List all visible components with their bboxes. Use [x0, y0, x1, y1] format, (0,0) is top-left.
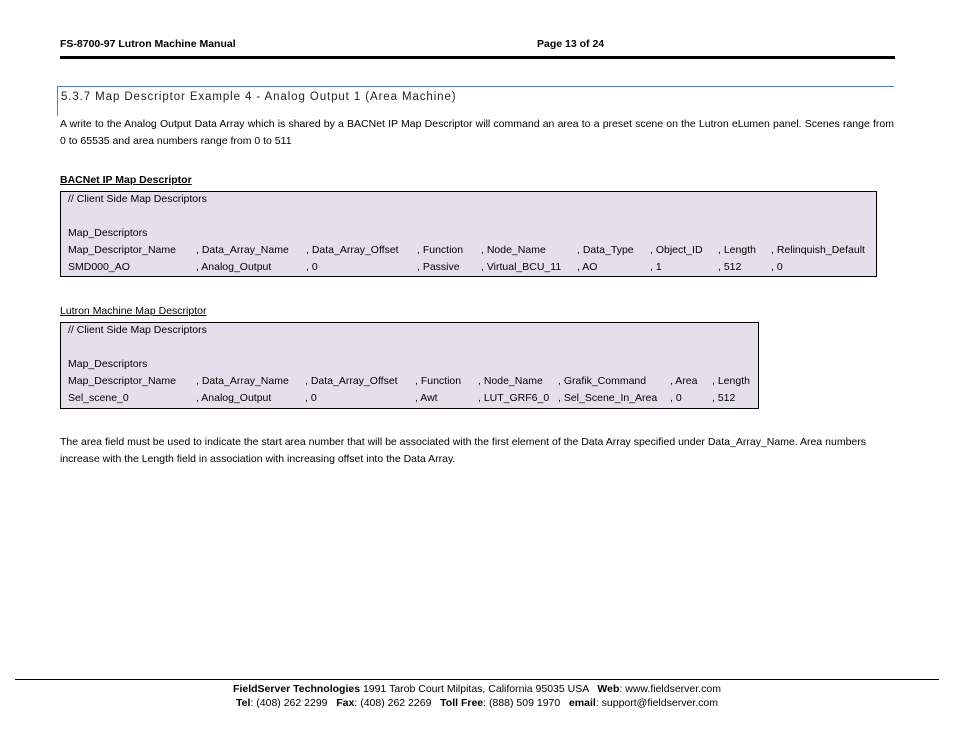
- bacnet-value-cell: , AO: [577, 261, 598, 273]
- footer-tel-label: Tel: [236, 697, 251, 709]
- footer-tollfree-label: Toll Free: [440, 697, 484, 709]
- lutron-comment: // Client Side Map Descriptors: [68, 324, 207, 336]
- bacnet-value-cell: , 0: [306, 261, 318, 273]
- bacnet-value-cell: , 0: [771, 261, 783, 273]
- bacnet-header-cell: , Data_Array_Name: [196, 244, 289, 256]
- page-number: Page 13 of 24: [537, 38, 605, 50]
- bacnet-value-cell: , Virtual_BCU_11: [481, 261, 562, 273]
- bacnet-value-cell: , 1: [650, 261, 662, 273]
- footer-email-link[interactable]: : support@fieldserver.com: [595, 697, 718, 709]
- lutron-header-cell: , Length: [712, 375, 750, 387]
- lutron-header-cell: Map_Descriptor_Name: [68, 375, 176, 387]
- footer-web-link[interactable]: : www.fieldserver.com: [619, 683, 721, 695]
- section-heading: [57, 86, 894, 116]
- lutron-header-cell: , Function: [415, 375, 462, 387]
- bacnet-value-cell: , Analog_Output: [196, 261, 272, 273]
- bacnet-config-box: [60, 191, 877, 277]
- lutron-value-cell: Sel_scene_0: [68, 392, 129, 404]
- lutron-header-cell: , Area: [670, 375, 698, 387]
- lutron-value-cell: , 0: [305, 392, 317, 404]
- bacnet-header-cell: , Data_Array_Offset: [306, 244, 399, 256]
- lutron-header-cell: , Node_Name: [478, 375, 543, 387]
- footer-address: 1991 Tarob Court Milpitas, California 95035 USA: [360, 683, 598, 695]
- footer-divider: [15, 679, 939, 680]
- bacnet-comment: // Client Side Map Descriptors: [68, 193, 207, 205]
- lutron-value-cell: , Sel_Scene_In_Area: [558, 392, 658, 404]
- bacnet-caption: BACNet IP Map Descriptor: [60, 174, 192, 186]
- bacnet-header-cell: , Length: [718, 244, 756, 256]
- footer-web-label: Web: [597, 683, 620, 695]
- bacnet-header-cell: , Data_Type: [577, 244, 634, 256]
- footer-company: FieldServer Technologies: [233, 683, 361, 695]
- bacnet-header-cell: Map_Descriptor_Name: [68, 244, 176, 256]
- footer-line-1: [0, 683, 954, 695]
- lutron-header-cell: , Data_Array_Offset: [305, 375, 398, 387]
- lutron-value-cell: , Awt: [415, 392, 438, 404]
- bacnet-header-cell: , Object_ID: [650, 244, 703, 256]
- bacnet-value-cell: SMD000_AO: [68, 261, 130, 273]
- lutron-section-name: Map_Descriptors: [68, 358, 148, 370]
- lutron-config-box: [60, 322, 759, 409]
- bacnet-header-cell: , Node_Name: [481, 244, 546, 256]
- document-title: FS-8700-97 Lutron Machine Manual: [60, 38, 236, 50]
- bacnet-value-cell: , Passive: [417, 261, 460, 273]
- footer-fax-label: Fax: [336, 697, 355, 709]
- footer-tel: : (408) 262 2299: [250, 697, 337, 709]
- lutron-value-cell: , 512: [712, 392, 736, 404]
- header-divider: [60, 56, 895, 59]
- footer-fax: : (408) 262 2269: [354, 697, 441, 709]
- bacnet-header-cell: , Relinquish_Default: [771, 244, 865, 256]
- section-heading-text: 5.3.7 Map Descriptor Example 4 - Analog Output 1 (Area Machine): [61, 91, 457, 103]
- bacnet-header-cell: , Function: [417, 244, 464, 256]
- lutron-header-cell: , Data_Array_Name: [196, 375, 289, 387]
- lutron-value-cell: , 0: [670, 392, 682, 404]
- footer-tollfree: : (888) 509 1970: [483, 697, 569, 709]
- lutron-value-cell: , LUT_GRF6_0: [478, 392, 550, 404]
- closing-paragraph: The area field must be used to indicate the start area number that will be associated with the first element of the Data Array specified under Data_Array_Name. Area numbers increase with the Length field in association with increasing offset into the Data Array.: [60, 436, 867, 465]
- footer-line-2: [0, 697, 954, 709]
- lutron-header-cell: , Grafik_Command: [558, 375, 647, 387]
- bacnet-value-cell: , 512: [718, 261, 742, 273]
- page-header: [60, 38, 895, 52]
- footer-email-label: email: [568, 697, 596, 709]
- lutron-value-cell: , Analog_Output: [196, 392, 272, 404]
- lutron-caption: Lutron Machine Map Descriptor: [60, 305, 207, 317]
- bacnet-section-name: Map_Descriptors: [68, 227, 148, 239]
- intro-paragraph: A write to the Analog Output Data Array which is shared by a BACNet IP Map Descriptor will command an area to a preset scene on the Lutron eLumen panel. Scenes range from 0 to 65535 and area numbers range from 0 to 511: [60, 118, 894, 147]
